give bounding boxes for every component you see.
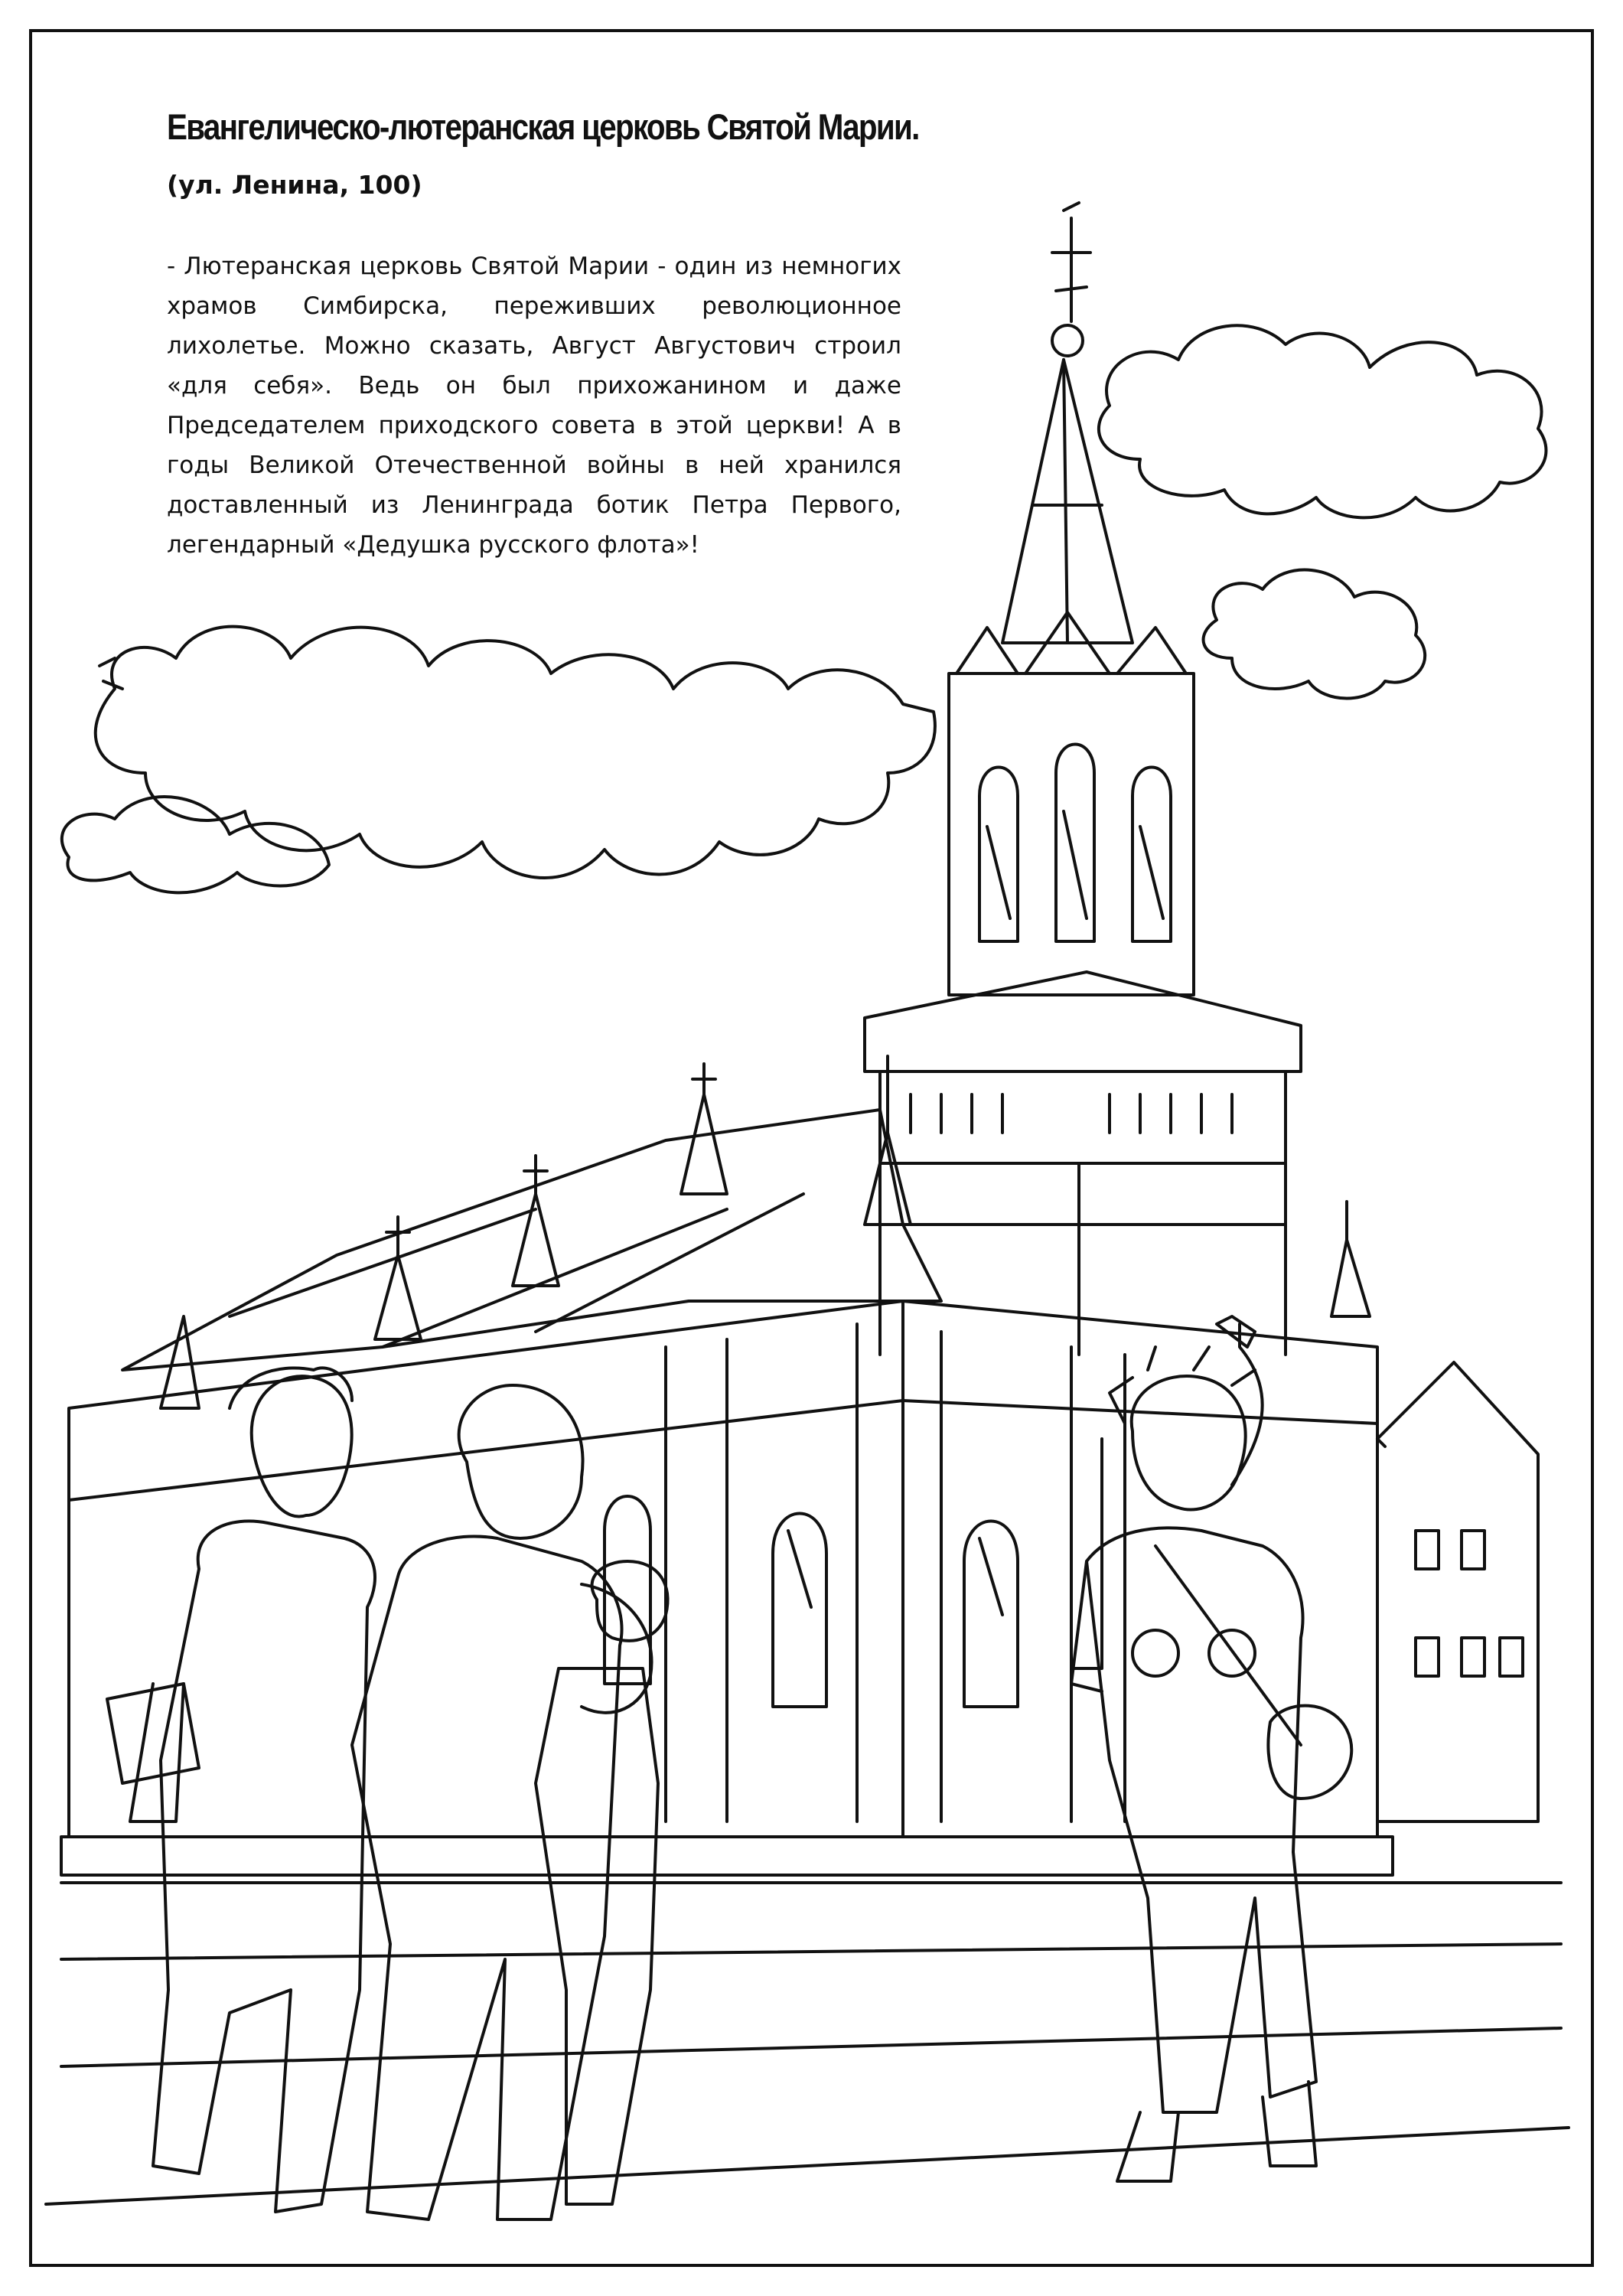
address-subtitle: (ул. Ленина, 100) bbox=[167, 170, 422, 200]
church-illustration bbox=[61, 203, 1393, 1875]
description-text: - Лютеранская церковь Святой Марии - один из немногих храмов Симбирска, переживших революционное лихолетье. Можно сказать, Август Августович строил «для себя». Ведь он был прихожанином и даже Председателем приходского совета в этой церкви! А в годы Великой Отечественной войны в ней хранился доставленный из Ленинграда ботик Петра Первого, легендарный «Дедушка русского флота»! bbox=[167, 253, 901, 559]
side-house bbox=[1377, 1362, 1538, 1821]
clouds bbox=[62, 325, 1546, 892]
group-of-visitors bbox=[107, 1368, 668, 2219]
street bbox=[46, 1883, 1569, 2204]
page-title: Евангелическо-лютеранская церковь Святой Марии. bbox=[167, 106, 919, 147]
guide-woman bbox=[1071, 1316, 1351, 2181]
